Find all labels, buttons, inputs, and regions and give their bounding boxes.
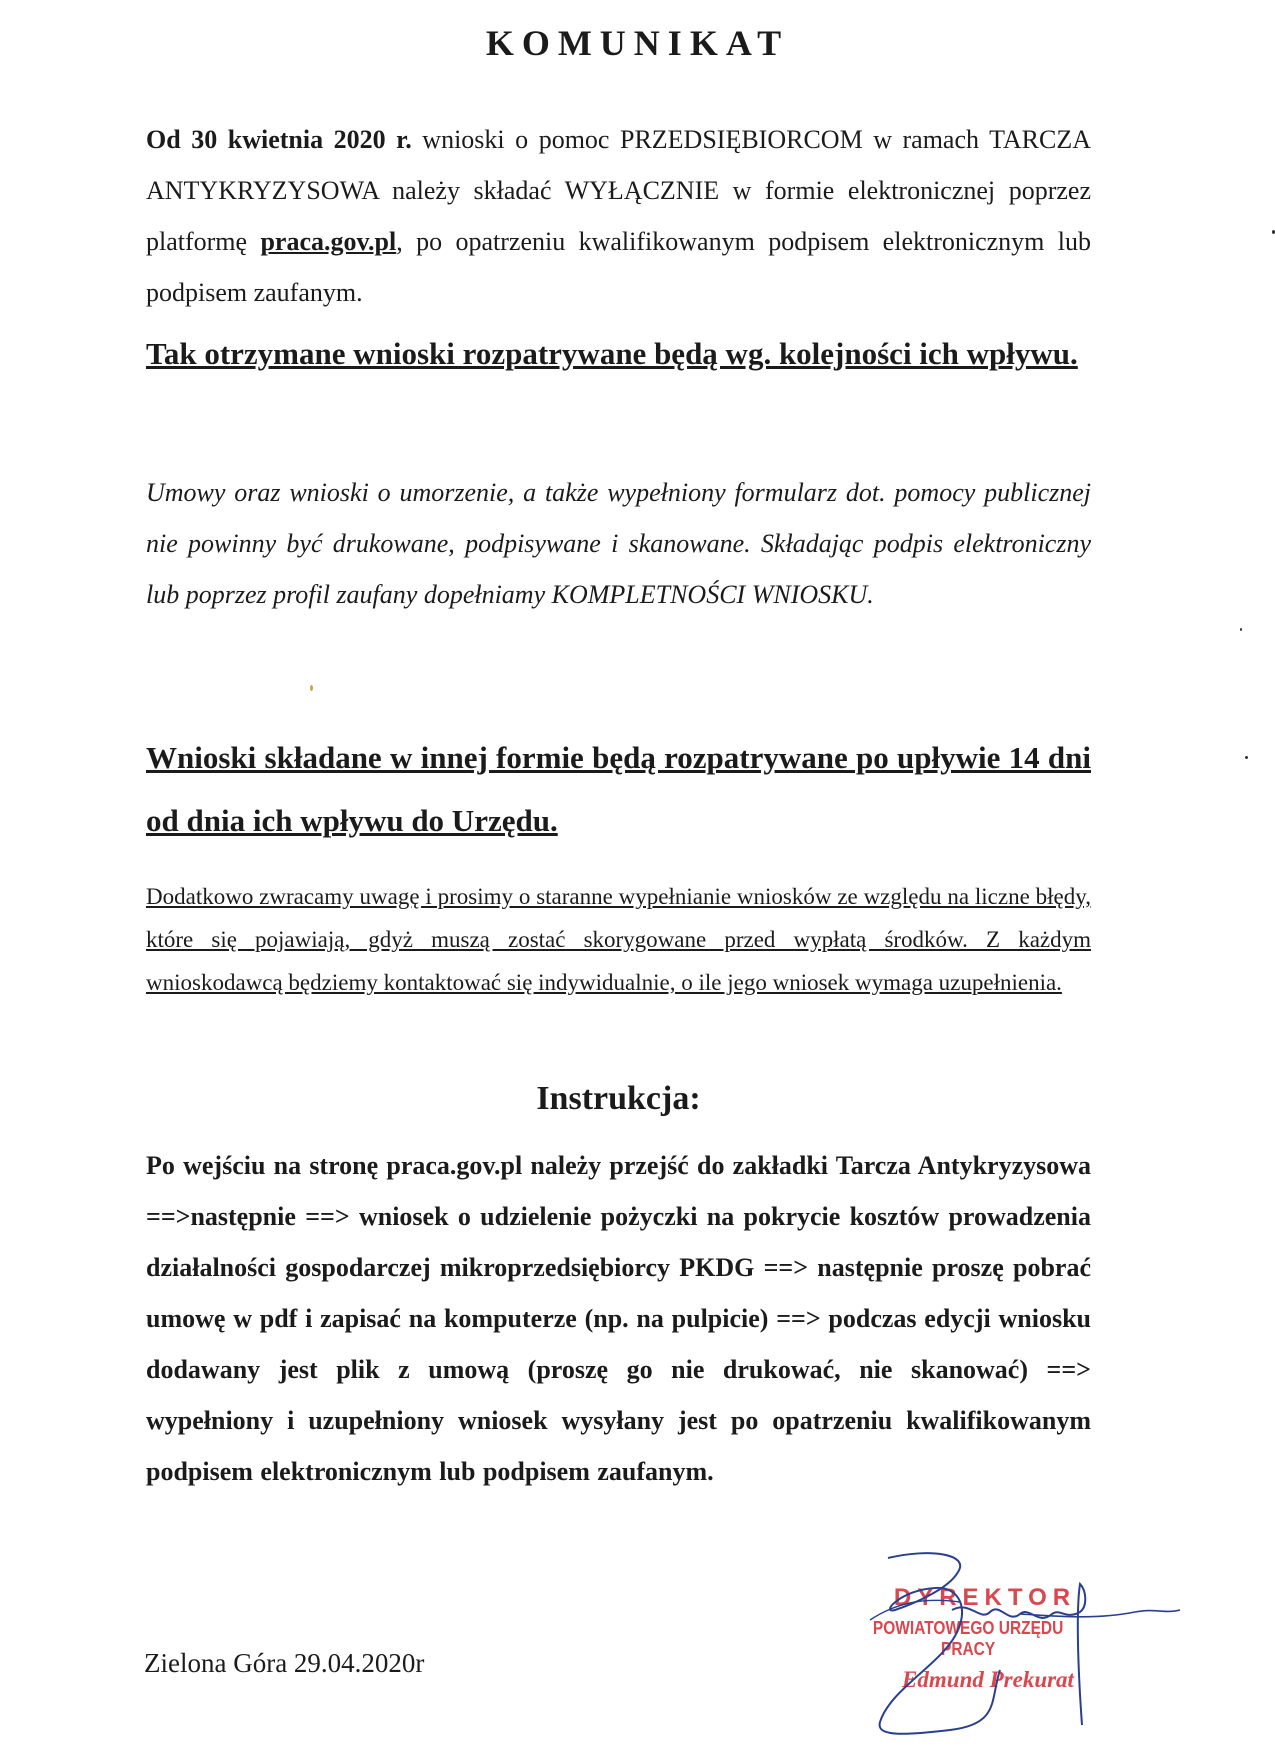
scan-speck xyxy=(1245,756,1248,759)
handwritten-signature xyxy=(840,1550,1180,1740)
attention-paragraph: Dodatkowo zwracamy uwagę i prosimy o staranne wypełnianie wniosków ze względu na liczne błędy, które się pojawiają, gdyż muszą zostać skorygowane przed wypłatą środków. Z każdym wnioskodawcą będziemy kontaktować się indywidualnie, o ile jego wniosek wymaga uzupełnienia. xyxy=(146,884,1091,995)
place-date-line: Zielona Góra 29.04.2020r xyxy=(144,1648,425,1678)
intro-date-lead: Od 30 kwietnia 2020 r. xyxy=(146,125,412,154)
contracts-note-paragraph: Umowy oraz wnioski o umorzenie, a także wypełniony formularz dot. pomocy publicznej nie powinny być drukowane, podpisywane i skanowane. Składając podpis elektroniczny lub poprzez profil zaufany dopełniamy KOMPLETNOŚCI WNIOSKU. xyxy=(146,478,1091,609)
scan-speck xyxy=(1240,628,1242,631)
intro-text-part1: wnioski o pomoc PRZEDSIĘBIORCOM w ramach TARCZA ANTYKRYZYSOWA należy składać WYŁĄCZNIE w formie elektronicznej poprzez platformę xyxy=(146,125,1091,256)
other-form-heading: Wnioski składane w innej formie będą rozpatrywane po upływie 14 dni od dnia ich wpływu do Urzędu. xyxy=(146,740,1091,838)
scan-speck xyxy=(310,685,313,691)
stamp-office: POWIATOWEGO URZĘDU PRACY xyxy=(872,1618,1064,1659)
platform-link[interactable]: praca.gov.pl xyxy=(260,227,397,256)
intro-paragraph xyxy=(146,114,1091,318)
stamp-name: Edmund Prekurat xyxy=(902,1667,1074,1692)
stamp-title: DYREKTOR xyxy=(893,1584,1077,1611)
document-title: KOMUNIKAT xyxy=(485,23,790,63)
intro-text-part2: , po opatrzeniu kwalifikowanym podpisem elektronicznym lub podpisem zaufanym. xyxy=(146,227,1091,307)
instruction-title: Instrukcja: xyxy=(536,1080,701,1117)
processing-order-heading: Tak otrzymane wnioski rozpatrywane będą wg. kolejności ich wpływu. xyxy=(146,336,1078,371)
instruction-paragraph: Po wejściu na stronę praca.gov.pl należy przejść do zakładki Tarcza Antykryzysowa ==>następnie ==> wniosek o udzielenie pożyczki na pokrycie kosztów prowadzenia działalności gospodarczej mikroprzedsiębiorcy PKDG ==> następnie proszę pobrać umowę w pdf i zapisać na komputerze (np. na pulpicie) ==> podczas edycji wniosku dodawany jest plik z umową (proszę go nie drukować, nie skanować) ==> wypełniony i uzupełniony wniosek wysyłany jest po opatrzeniu kwalifikowanym podpisem elektronicznym lub podpisem zaufanym. xyxy=(146,1151,1091,1486)
